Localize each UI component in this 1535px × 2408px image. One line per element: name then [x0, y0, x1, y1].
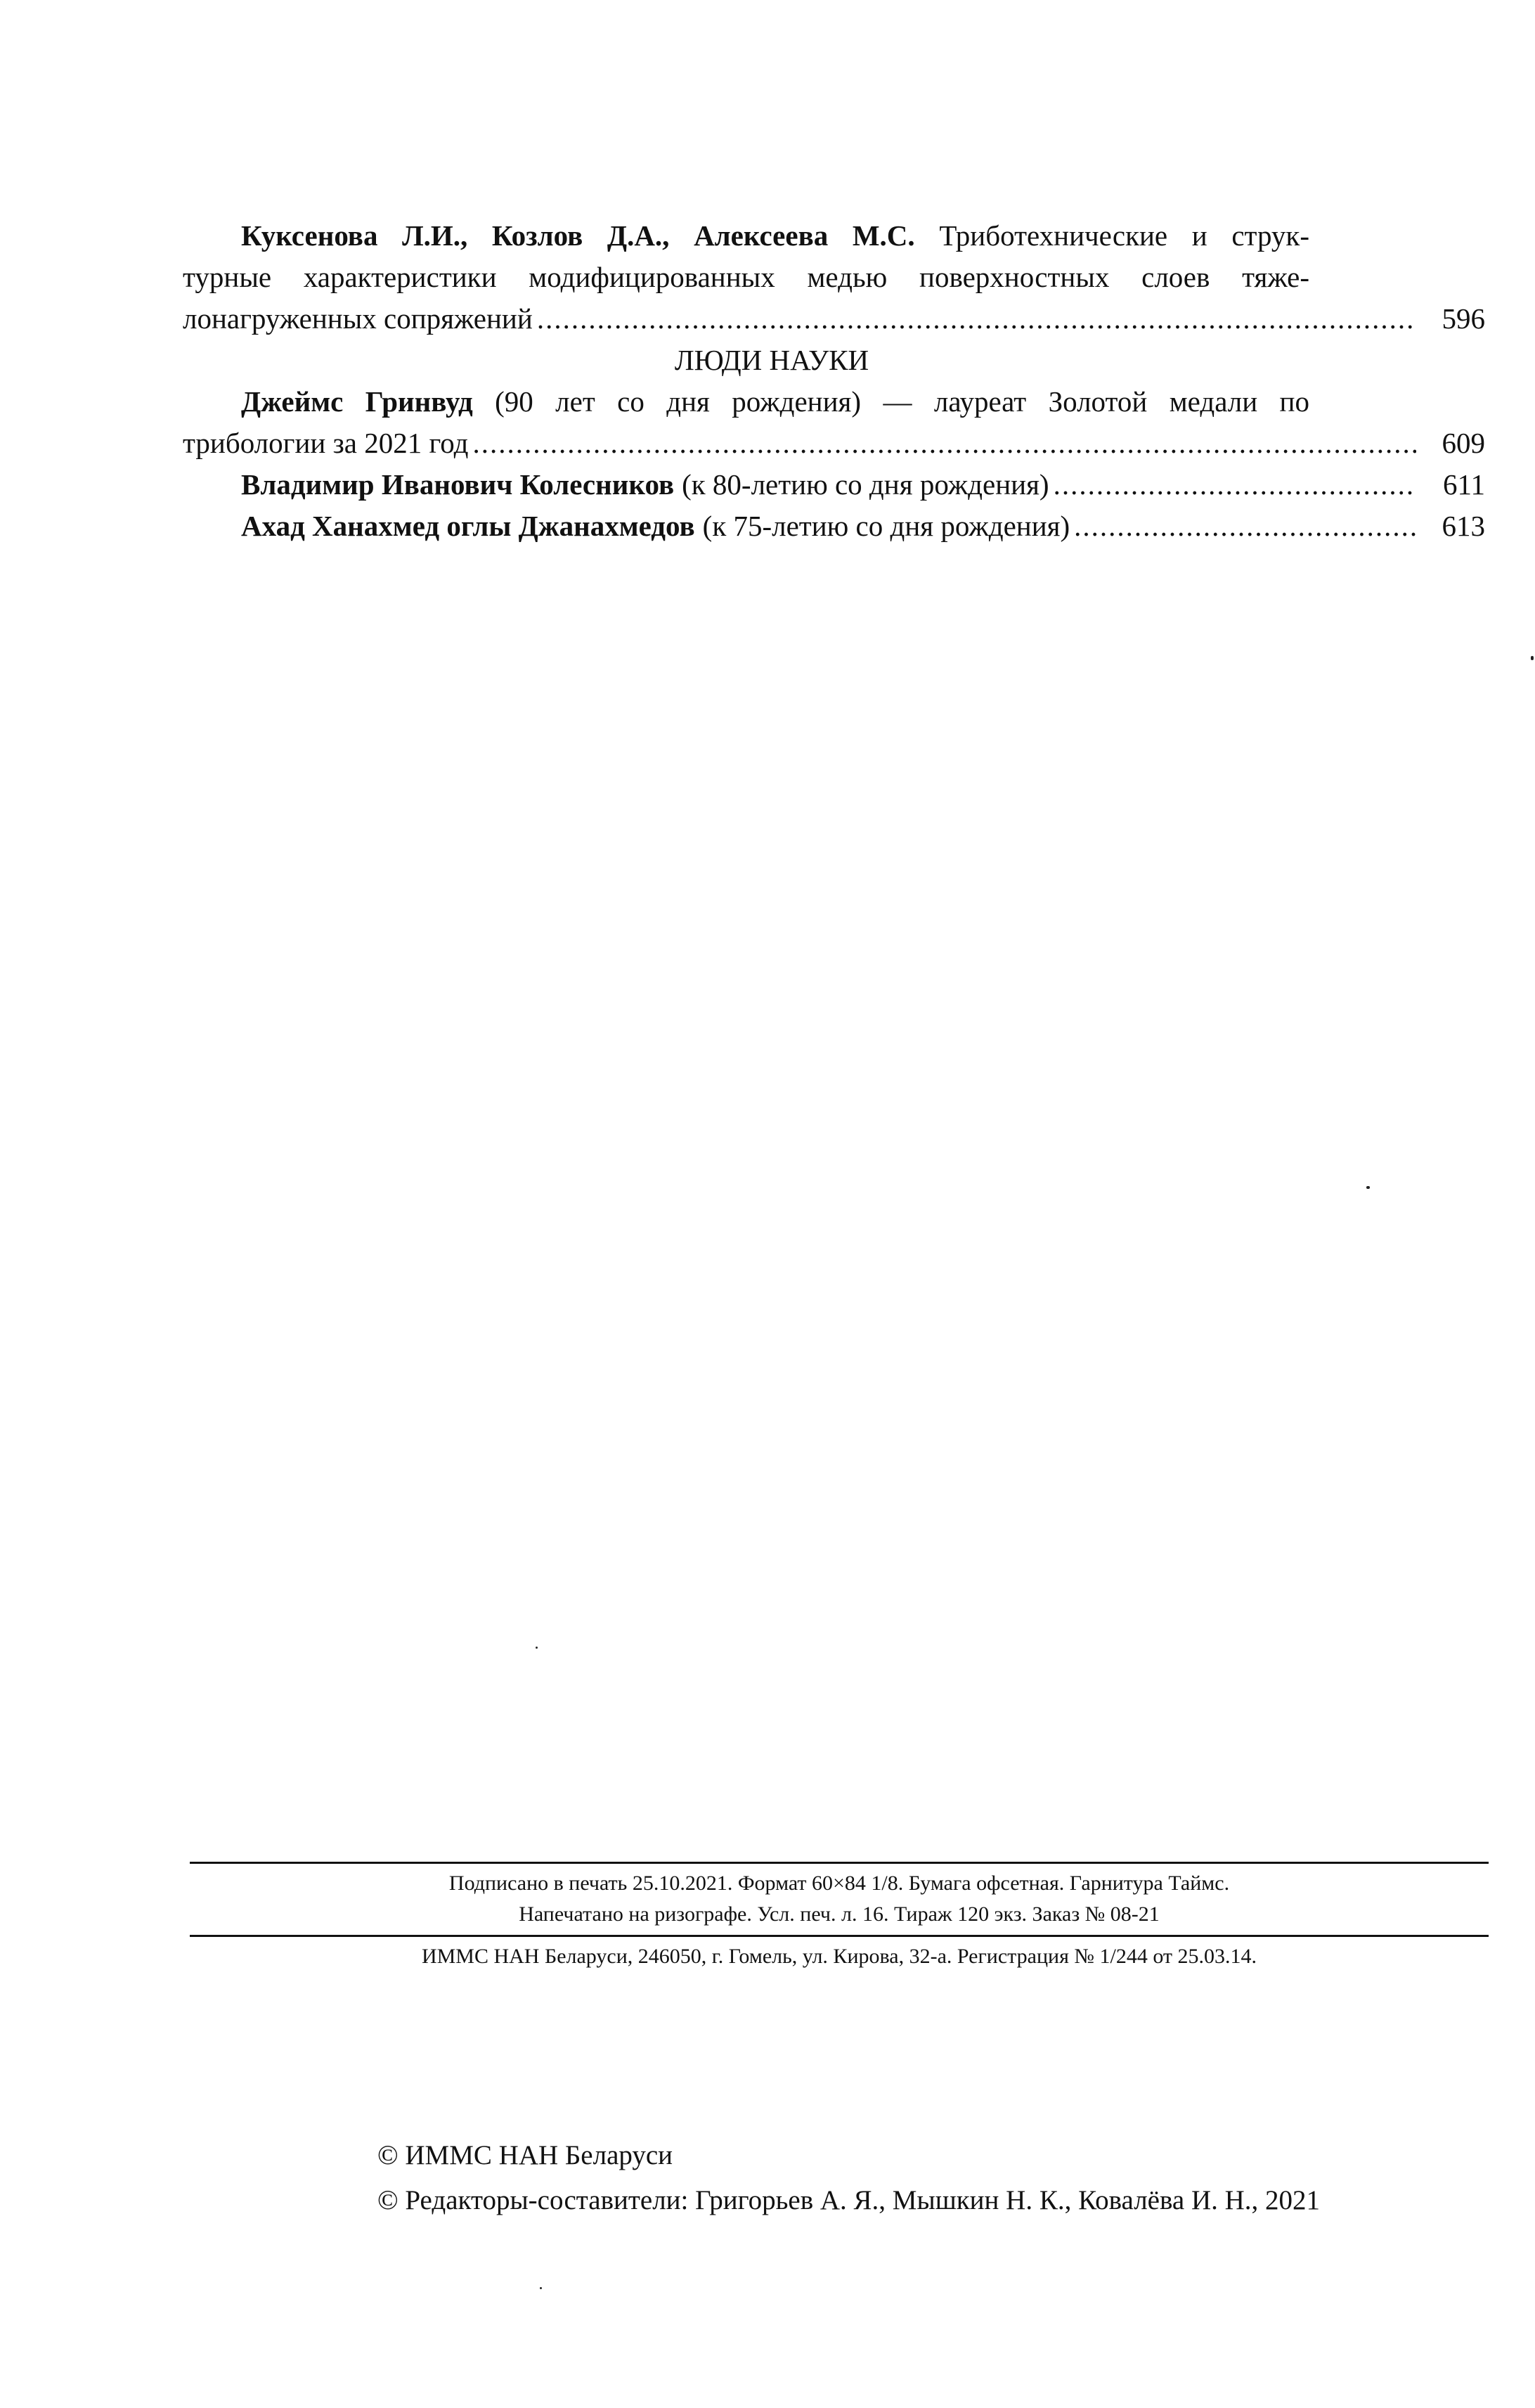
toc-leader-dots	[1054, 464, 1416, 506]
toc-page-number: 596	[1442, 302, 1485, 335]
toc-section-title: ЛЮДИ НАУКИ	[674, 344, 869, 376]
toc-entry-kolesnikov	[241, 464, 1485, 506]
toc-entry-title-part: (90 лет со дня рождения) — лауреат Золотой медали по	[495, 385, 1310, 418]
toc-entry-name: Джеймс Гринвуд	[241, 385, 473, 418]
scan-speck	[1366, 1186, 1370, 1189]
toc-leader-dots	[537, 298, 1416, 340]
toc-entry-title-part: Триботехнические и струк-	[939, 219, 1310, 252]
scan-speck	[540, 2287, 542, 2289]
toc-entry-title-part: турные характеристики модифицированных медью поверхностных слоев тяже-	[183, 261, 1309, 293]
toc-entry-authors: Куксенова Л.И., Козлов Д.А., Алексеева М.С.	[241, 219, 915, 252]
copyright-line: © ИММС НАН Беларуси	[377, 2140, 673, 2170]
scan-speck	[1531, 656, 1534, 660]
imprint-bottom-rule	[190, 1935, 1489, 1937]
toc-page-number: 611	[1443, 468, 1485, 501]
toc-entry-janakhmedov	[241, 506, 1485, 547]
toc-entry-greenwood	[183, 381, 1485, 464]
toc-entry-name: Владимир Иванович Колесников	[241, 468, 675, 501]
imprint-line: Напечатано на ризографе. Усл. печ. л. 16. Тираж 120 экз. Заказ № 08-21	[519, 1902, 1160, 1926]
imprint-line: Подписано в печать 25.10.2021. Формат 60×84 1/8. Бумага офсетная. Гарнитура Таймс.	[448, 1872, 1230, 1895]
toc-page-number: 613	[1442, 510, 1485, 542]
toc-entry-name: Ахад Ханахмед оглы Джанахмедов	[241, 510, 695, 542]
table-of-contents	[183, 215, 1485, 547]
toc-leader-dots	[1074, 506, 1416, 547]
imprint-publisher-line: ИММС НАН Беларуси, 246050, г. Гомель, ул. Кирова, 32-а. Регистрация № 1/244 от 25.03.14.	[421, 1945, 1257, 1968]
toc-entry-title-part: трибологии за 2021 год	[183, 427, 469, 459]
toc-entry-title: (к 80-летию со дня рождения)	[682, 468, 1049, 501]
copyright-line: © Редакторы-составители: Григорьев А. Я., Мышкин Н. К., Ковалёва И. Н., 2021	[377, 2185, 1321, 2215]
toc-leader-dots	[472, 423, 1416, 464]
toc-entry-title: (к 75-летию со дня рождения)	[702, 510, 1070, 542]
imprint-top-rule	[190, 1862, 1489, 1864]
scan-speck	[536, 1647, 538, 1649]
toc-entry-title-part: лонагруженных сопряжений	[183, 302, 533, 335]
toc-page-number: 609	[1442, 427, 1485, 459]
toc-entry-tribotechnical	[183, 215, 1485, 340]
